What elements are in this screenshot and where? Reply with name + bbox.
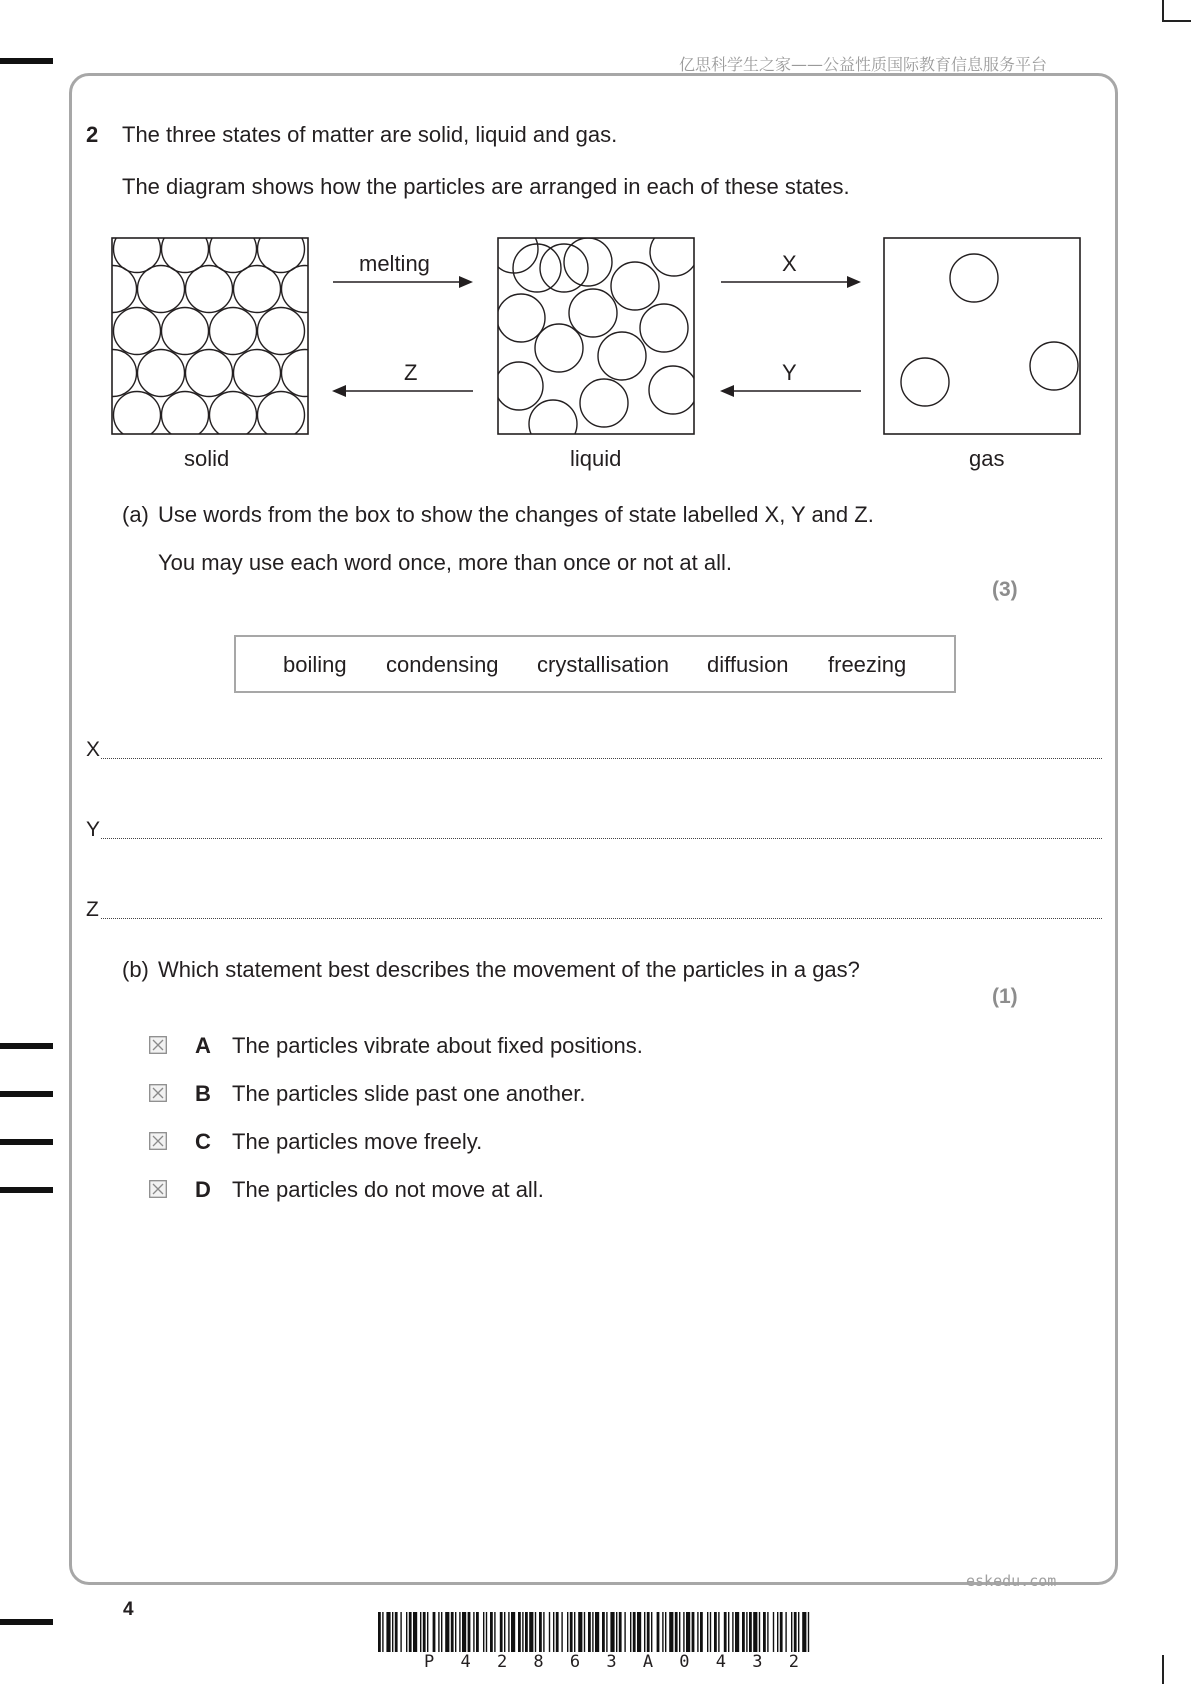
barcode-bar [578,1612,582,1652]
barcode-bar [462,1612,466,1652]
word-diffusion: diffusion [707,652,789,677]
barcode-bar [508,1612,509,1652]
barcode-bar [630,1612,631,1652]
barcode-bar [697,1612,698,1652]
part-a-label: (a) [122,502,149,527]
barcode-bar [791,1612,792,1652]
barcode-bar [616,1612,617,1652]
barcode-bar [494,1612,495,1652]
word-boiling: boiling [283,652,347,677]
option-c-letter: C [195,1129,211,1154]
barcode-bar [427,1612,428,1652]
barcode-bar [445,1612,449,1652]
barcode-bar [679,1612,680,1652]
barcode-bar [647,1612,650,1652]
trim-mark-bottom-right [1162,1655,1164,1684]
part-a-marks: (3) [992,578,1018,601]
page-number: 4 [123,1599,134,1620]
barcode-bar [692,1612,695,1652]
barcode-bar [549,1612,550,1652]
registration-bar [0,1043,53,1049]
barcode-bar [662,1612,663,1652]
part-b-marks: (1) [992,985,1018,1008]
barcode-bar [522,1612,523,1652]
barcode-bar [409,1612,412,1652]
barcode-bar [773,1612,774,1652]
barcode-bar [438,1612,439,1652]
barcode-bar [763,1612,766,1652]
barcode-bar [619,1612,622,1652]
barcode-bar [567,1612,568,1652]
barcode-bar [602,1612,605,1652]
barcode [378,1612,812,1655]
barcode-bar [529,1612,533,1652]
barcode-bar [644,1612,645,1652]
watermark-bottom: eskedu.com [966,1572,1057,1590]
state-label-gas: gas [969,446,1005,471]
registration-bar [0,1187,53,1193]
barcode-bar [459,1612,460,1652]
barcode-bar [728,1612,729,1652]
answer-label-z: Z [86,898,99,921]
barcode-bar [718,1612,719,1652]
barcode-bar [624,1612,625,1652]
barcode-bar [759,1612,760,1652]
barcode-bar [392,1612,393,1652]
barcode-bar [584,1612,585,1652]
barcode-bar [633,1612,636,1652]
barcode-bar [742,1612,745,1652]
barcode-bar [511,1612,515,1652]
barcode-bar [651,1612,652,1652]
barcode-bar [595,1612,599,1652]
solid-particles [90,226,329,439]
answer-label-x: X [86,738,101,761]
barcode-bar [686,1612,690,1652]
part-b-text: Which statement best describes the movement of the particles in a gas? [158,957,860,982]
barcode-bar [610,1612,614,1652]
question-number: 2 [86,122,99,147]
barcode-bar [476,1612,479,1652]
answer-dots [101,838,1102,839]
barcode-bar [735,1612,739,1652]
barcode-bar [714,1612,717,1652]
barcode-bar [707,1612,708,1652]
word-freezing: freezing [828,652,907,677]
barcode-bar [556,1612,559,1652]
state-label-liquid: liquid [570,446,622,471]
barcode-bar [433,1612,436,1652]
barcode-bar [490,1612,493,1652]
option-a-checkbox[interactable] [149,1036,167,1054]
barcode-bar [710,1612,711,1652]
barcode-bar [539,1612,542,1652]
barcode-bar [802,1612,806,1652]
option-b-text: The particles slide past one another. [232,1081,586,1106]
part-a-text: Use words from the box to show the changes of state labelled X, Y and Z. [158,502,874,527]
barcode-bar [500,1612,503,1652]
barcode-bar [732,1612,733,1652]
states-of-matter-diagram [0,0,1191,480]
barcode-bar [777,1612,778,1652]
option-a-letter: A [195,1033,211,1058]
barcode-bar [785,1612,786,1652]
barcode-bar [669,1612,673,1652]
barcode-text: P 4 2 8 6 3 A 0 4 3 2 [424,1652,807,1672]
part-b-label: (b) [122,957,149,982]
part-a-instruction: You may use each word once, more than once or not at all. [158,550,732,575]
barcode-bar [675,1612,678,1652]
barcode-bar [753,1612,757,1652]
barcode-bar [798,1612,799,1652]
barcode-bar [413,1612,417,1652]
answer-line-x[interactable] [86,738,1102,764]
barcode-bar [780,1612,783,1652]
registration-bar [0,1619,53,1625]
barcode-bar [518,1612,521,1652]
barcode-bar [588,1612,591,1652]
option-d-text: The particles do not move at all. [232,1177,544,1202]
barcode-bar [574,1612,575,1652]
question-intro: The three states of matter are solid, liquid and gas. [122,122,618,147]
barcode-bar [451,1612,454,1652]
answer-dots [101,918,1102,919]
option-b-letter: B [195,1081,211,1106]
barcode-bar [382,1612,383,1652]
barcode-bar [606,1612,607,1652]
barcode-bar [808,1612,809,1652]
arrow-label-x: X [782,251,797,276]
option-b-checkbox[interactable] [149,1084,167,1102]
barcode-bar [473,1612,474,1652]
barcode-bar [378,1612,381,1652]
barcode-bar [395,1612,398,1652]
barcode-bar [553,1612,554,1652]
barcode-bar [724,1612,727,1652]
arrow-label-melting: melting [359,251,430,276]
answer-label-y: Y [86,818,101,841]
barcode-bar [570,1612,573,1652]
barcode-bar [657,1612,660,1652]
barcode-bar [561,1612,562,1652]
barcode-bar [592,1612,593,1652]
answer-dots [101,758,1102,759]
answer-line-z[interactable] [86,898,1102,924]
diagram-intro: The diagram shows how the particles are arranged in each of these states. [122,174,850,199]
option-d-checkbox[interactable] [149,1180,167,1198]
option-a-text: The particles vibrate about fixed positions. [232,1033,643,1058]
liquid-particles [490,225,698,448]
barcode-bar [535,1612,536,1652]
registration-bar [0,1091,53,1097]
watermark-top: 亿思科学生之家——公益性质国际教育信息服务平台 [679,55,1048,74]
barcode-bar [746,1612,747,1652]
gas-box [884,238,1080,434]
barcode-bar [406,1612,407,1652]
gas-particles [901,254,1078,406]
barcode-bar [400,1612,401,1652]
state-label-solid: solid [184,446,230,471]
arrow-label-z: Z [404,360,418,385]
barcode-bar [420,1612,421,1652]
barcode-bar [386,1612,390,1652]
arrow-label-y: Y [782,360,797,385]
barcode-bar [423,1612,426,1652]
option-c-checkbox[interactable] [149,1132,167,1150]
barcode-bar [683,1612,684,1652]
barcode-bar [794,1612,797,1652]
answer-line-y[interactable] [86,818,1102,844]
barcode-bar [468,1612,471,1652]
barcode-bar [749,1612,752,1652]
registration-bar [0,1139,53,1145]
word-crystallisation: crystallisation [537,652,670,677]
barcode-bar [543,1612,544,1652]
word-condensing: condensing [386,652,499,677]
barcode-bar [504,1612,505,1652]
barcode-bar [483,1612,484,1652]
option-c-text: The particles move freely. [232,1129,483,1154]
barcode-bar [767,1612,768,1652]
barcode-bar [455,1612,456,1652]
barcode-bar [700,1612,703,1652]
barcode-bar [665,1612,666,1652]
barcode-bar [525,1612,528,1652]
option-d-letter: D [195,1177,211,1202]
barcode-bar [486,1612,487,1652]
word-box [234,635,956,693]
barcode-bar [637,1612,641,1652]
liquid-box [498,238,694,434]
barcode-bar [441,1612,442,1652]
